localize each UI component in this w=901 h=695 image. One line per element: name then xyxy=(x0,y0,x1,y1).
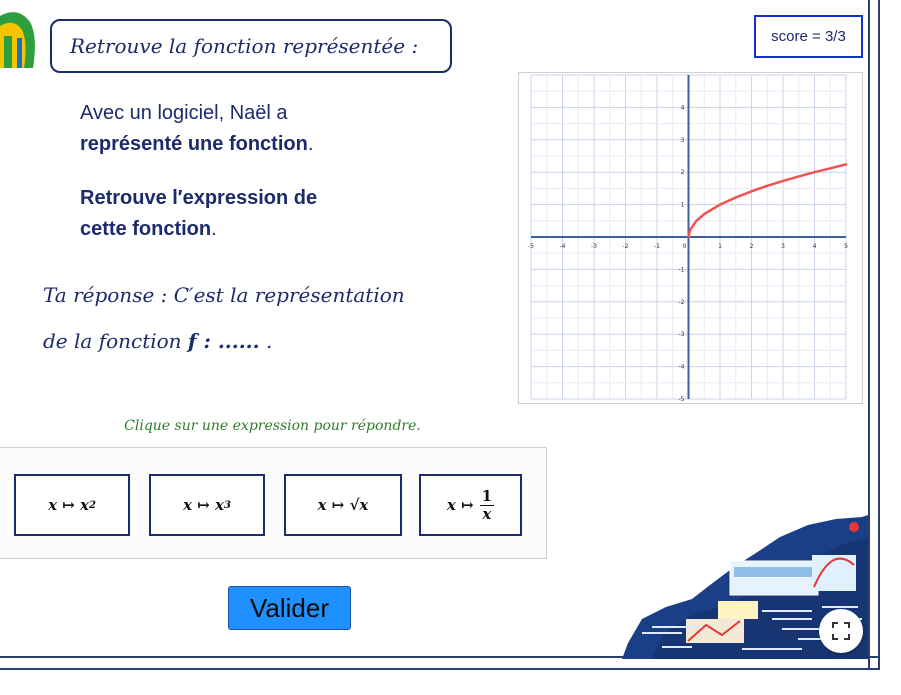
choice-x-squared-button[interactable] xyxy=(14,474,130,536)
function-graph xyxy=(518,72,863,404)
green-yellow-logo-icon xyxy=(0,6,38,76)
instruction-paragraph-2 xyxy=(80,183,317,245)
instruction-line-3: Retrouve l′expression de xyxy=(80,187,318,209)
x-tick-label: 5 xyxy=(844,243,848,250)
submit-button[interactable]: Valider xyxy=(228,586,351,630)
y-tick-label: -5 xyxy=(678,396,685,403)
x-tick-label: 2 xyxy=(749,243,754,250)
page-title: Retrouve la fonction représentée : xyxy=(50,19,452,73)
choice-3-label: x ↦ √x xyxy=(317,496,369,514)
answer-blank: f : ...... xyxy=(187,329,260,353)
x-tick-label: 0 xyxy=(682,243,687,250)
y-tick-label: -3 xyxy=(678,331,685,339)
score-label: score xyxy=(771,28,808,45)
choice-2-label: x ↦ x xyxy=(183,496,224,514)
y-tick-label: 1 xyxy=(680,201,685,209)
instruction-line-2-bold: représenté une fonction xyxy=(80,133,308,155)
score-value: 3/3 xyxy=(824,28,846,45)
answer-line-1: Ta réponse : C′est la représentation xyxy=(43,283,405,307)
x-tick-label: -4 xyxy=(559,243,566,250)
y-tick-label: 4 xyxy=(680,104,685,112)
x-tick-label: -3 xyxy=(591,243,597,250)
x-tick-label: 3 xyxy=(781,243,785,250)
x-tick-label: -1 xyxy=(654,243,660,250)
choice-4-denominator: x xyxy=(482,504,492,523)
instruction-line-2 xyxy=(80,129,313,160)
score-badge xyxy=(754,15,863,58)
function-chart xyxy=(519,73,862,403)
y-tick-label: -1 xyxy=(678,266,685,274)
y-tick-label: -4 xyxy=(678,363,685,371)
choice-1-exponent: 2 xyxy=(88,499,96,511)
choice-1-label: x ↦ x xyxy=(48,496,89,514)
x-tick-label: 1 xyxy=(718,243,722,250)
fullscreen-button[interactable] xyxy=(819,609,863,653)
hint-text: Clique sur une expression pour répondre. xyxy=(124,418,421,434)
y-tick-label: 2 xyxy=(680,169,685,177)
score-equals: = xyxy=(807,28,825,45)
choice-4-numerator: 1 xyxy=(481,486,493,505)
choice-4-label: x ↦ xyxy=(446,496,474,514)
choice-inverse-button[interactable] xyxy=(419,474,522,536)
x-tick-label: 4 xyxy=(812,243,817,250)
y-tick-label: 3 xyxy=(680,136,685,144)
y-tick-label: -2 xyxy=(678,298,685,306)
choice-4-fraction xyxy=(480,488,494,523)
instruction-line-2-end: . xyxy=(307,133,314,155)
choice-square-root-button[interactable] xyxy=(284,474,402,536)
fullscreen-icon xyxy=(831,621,851,641)
instruction-line-4 xyxy=(80,214,317,245)
answer-line-2 xyxy=(43,329,272,353)
choice-x-cubed-button[interactable] xyxy=(149,474,265,536)
instruction-line-1: Avec un logiciel, Naël a xyxy=(80,102,288,124)
instruction-line-4-bold: cette fonction xyxy=(80,218,212,240)
answer-line-2-end: . xyxy=(259,329,273,353)
x-tick-label: -2 xyxy=(622,243,629,250)
answer-line-2-start: de la fonction xyxy=(43,329,188,353)
x-tick-label: -5 xyxy=(528,243,534,250)
choice-2-exponent: 3 xyxy=(223,499,231,511)
instruction-line-4-end: . xyxy=(211,218,217,240)
frame-right-border xyxy=(868,0,880,670)
instruction-paragraph-1 xyxy=(80,98,313,160)
